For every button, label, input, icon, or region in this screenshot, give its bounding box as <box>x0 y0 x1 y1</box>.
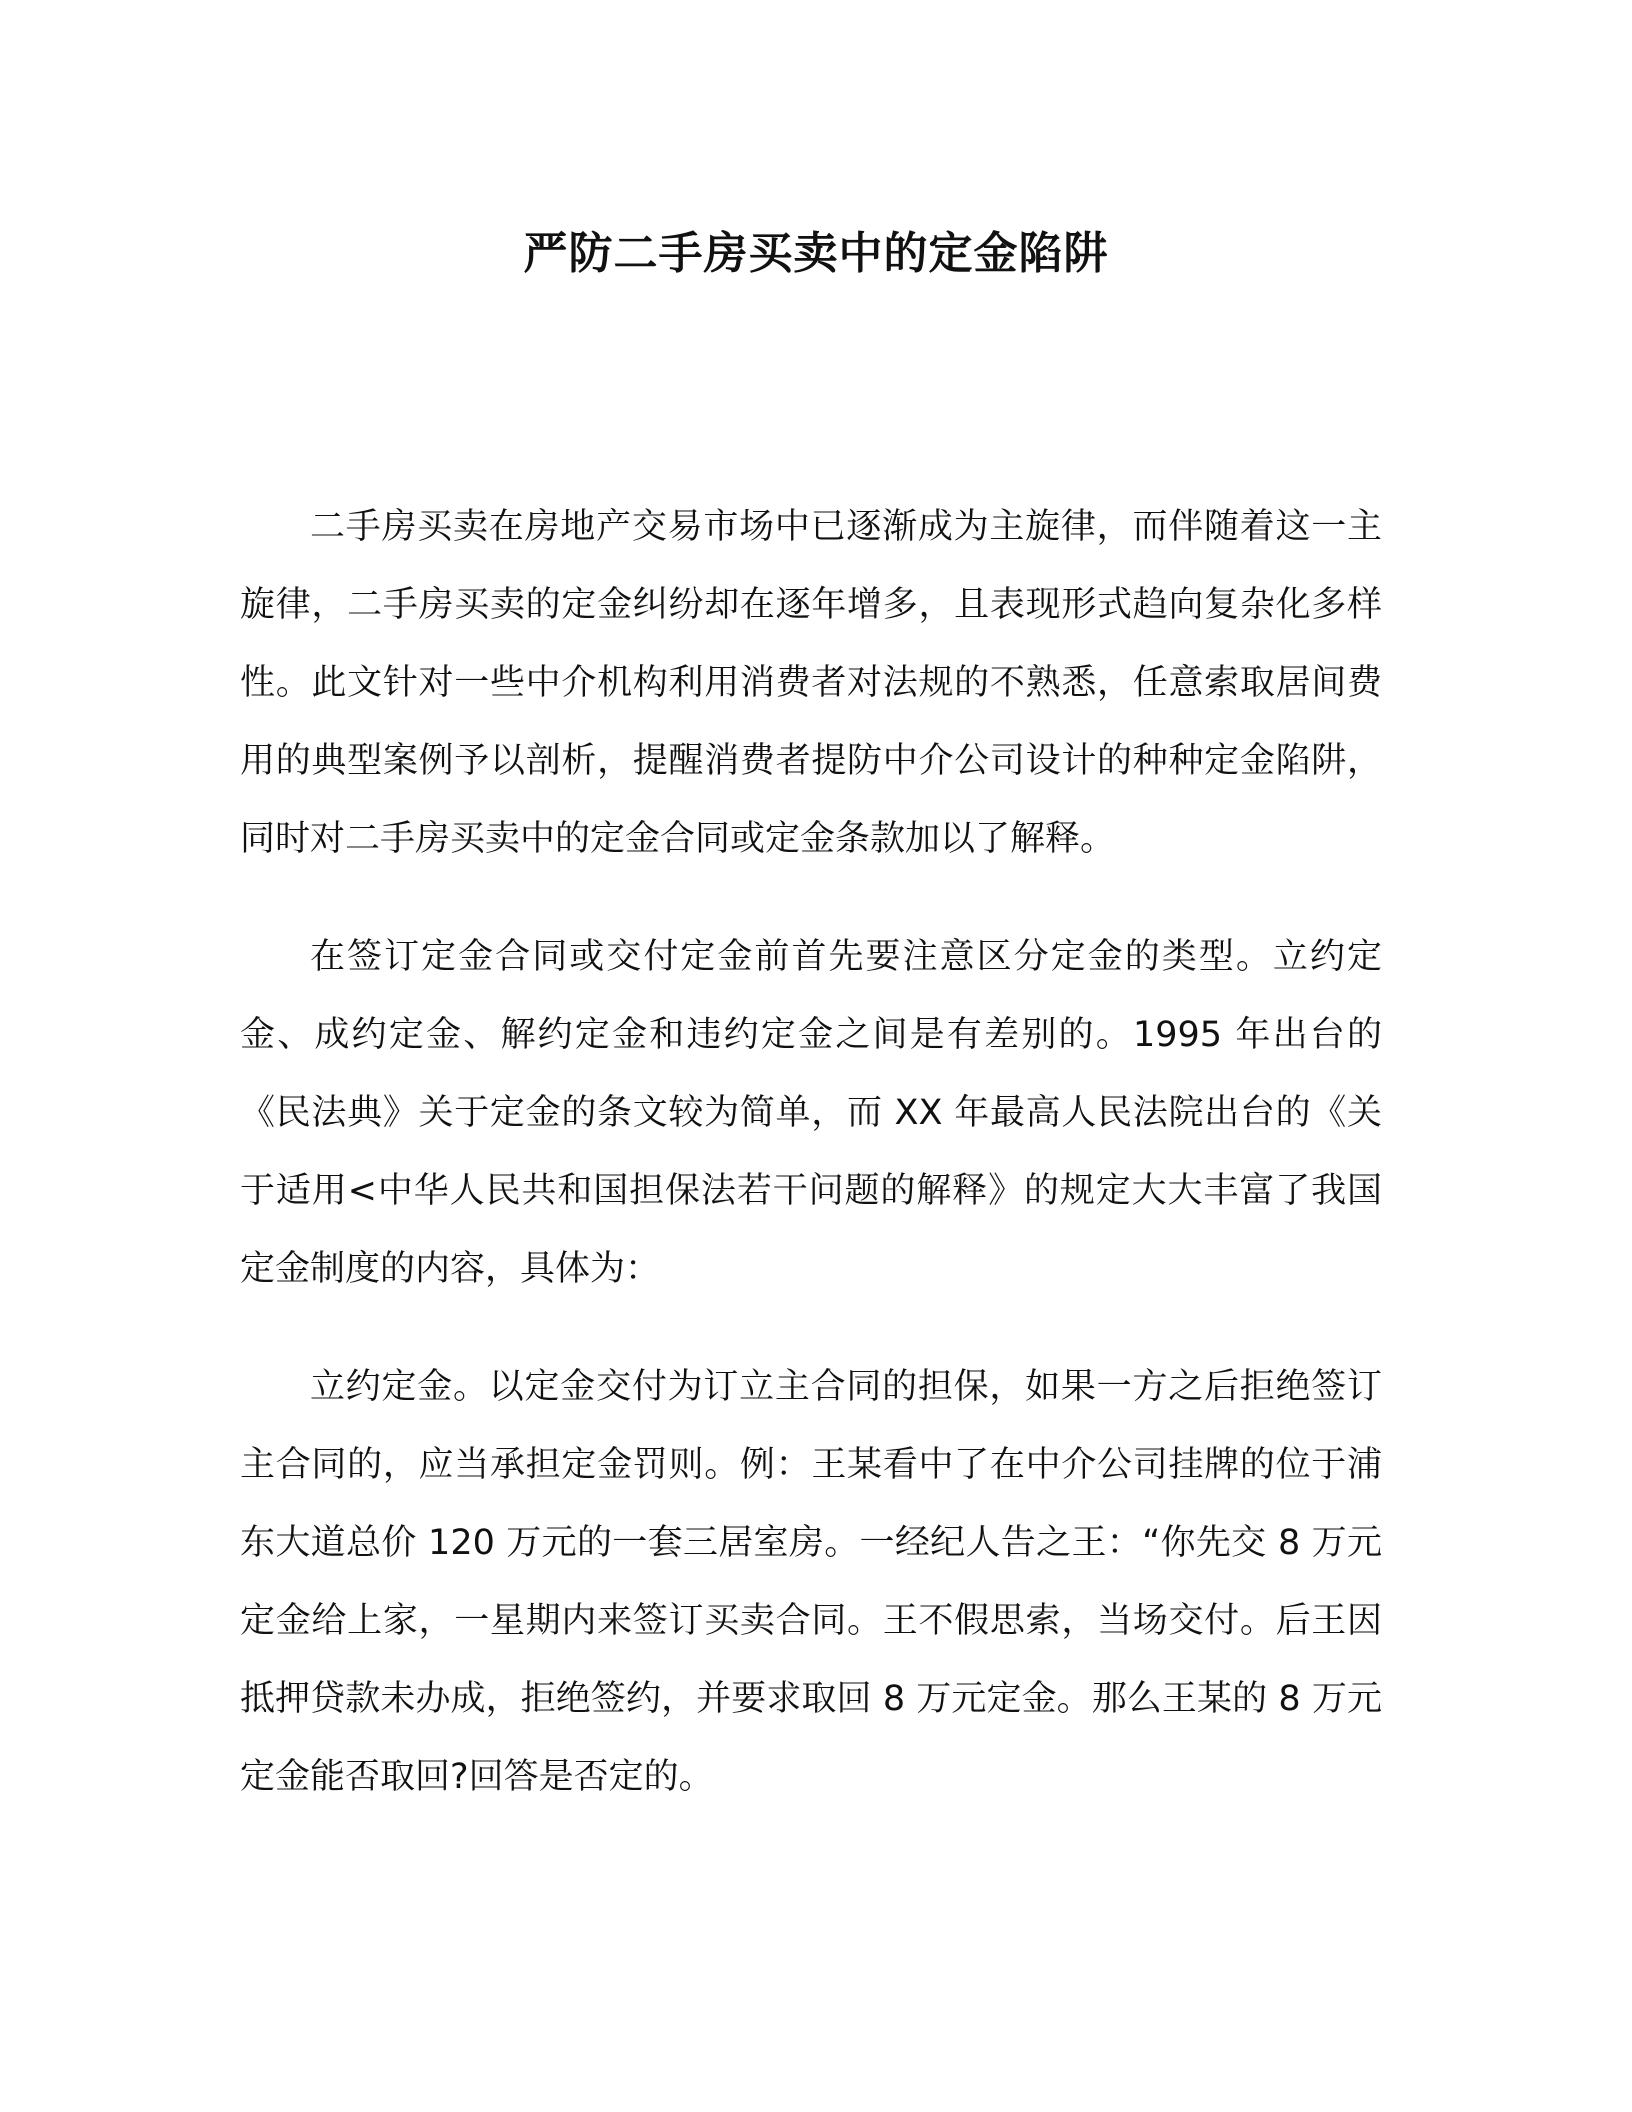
document-title: 严防二手房买卖中的定金陷阱 <box>523 228 1109 279</box>
paragraph-intro: 二手房买卖在房地产交易市场中已逐渐成为主旋律，而伴随着这一主旋律，二手房买卖的定金纠纷却在逐年增多，且表现形式趋向复杂化多样性。此文针对一些中介机构利用消费者对法规的不熟悉，任意索取居间费用的典型案例予以剖析，提醒消费者提防中介公司设计的种种定金陷阱，同时对二手房买卖中的定金合同或定金条款加以了解释。 <box>240 507 1382 859</box>
document-body <box>240 488 1382 1856</box>
paragraph-deposit-types: 在签订定金合同或交付定金前首先要注意区分定金的类型。立约定金、成约定金、解约定金和违约定金之间是有差别的。1995 年出台的《民法典》关于定金的条文较为简单，而 XX 年最高人民法院出台的《关于适用<中华人民共和国担保法若干问题的解释》的规定大大丰富了我国定金制度的内容，具体为： <box>240 937 1382 1289</box>
paragraph-contract-deposit: 立约定金。以定金交付为订立主合同的担保，如果一方之后拒绝签订主合同的，应当承担定金罚则。例：王某看中了在中介公司挂牌的位于浦东大道总价 120 万元的一套三居室房。一经纪人告之王：“你先交 8 万元定金给上家，一星期内来签订买卖合同。王不假思索，当场交付。后王因抵押贷款未办成，拒绝签约，并要求取回 8 万元定金。那么王某的 8 万元定金能否取回?回答是否定的。 <box>240 1367 1382 1797</box>
